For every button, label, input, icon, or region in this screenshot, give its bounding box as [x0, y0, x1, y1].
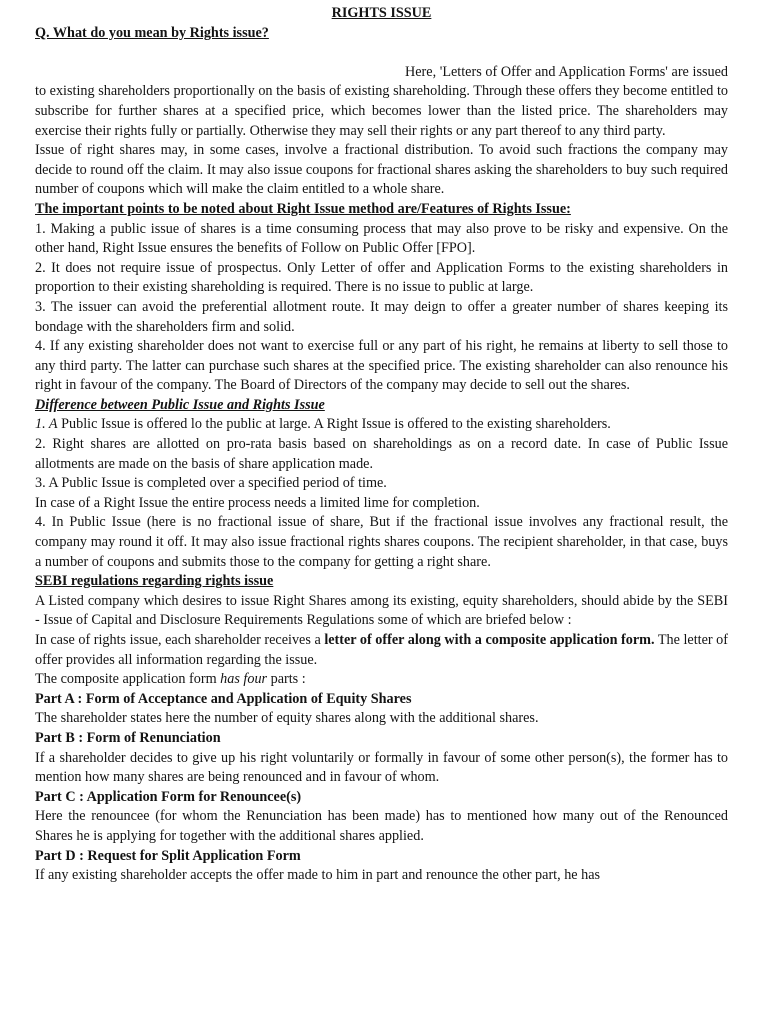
part-c-text: Here the renouncee (for whom the Renunciation has been made) has to mentioned how many out of the Renounced Shares he is applying for together with the additional shares applied.: [35, 808, 728, 844]
document-title: RIGHTS ISSUE: [331, 5, 432, 21]
part-d-title: Part D : Request for Split Application Form: [35, 847, 301, 864]
difference-heading: Difference between Public Issue and Rights Issue: [35, 396, 325, 413]
sebi-paragraph: [35, 670, 728, 690]
sebi-heading: SEBI regulations regarding rights issue: [35, 573, 274, 590]
fractional-paragraph: Issue of right shares may, in some cases, involve a fractional distribution. To avoid such fractions the company may decide to round off the claim. It may also issue coupons for fractional shares asking the shareholders to buy such required number of coupons which will make the claim entitled to a whole share.: [35, 142, 728, 198]
sebi-paragraph: A Listed company which desires to issue Right Shares among its existing, equity shareholders, should abide by the SEBI - Issue of Capital and Disclosure Requirements Regulations some of which are briefed below :: [35, 592, 728, 629]
feature-item: 4. If any existing shareholder does not want to exercise full or any part of his right, he remains at liberty to sell those to any third party. The latter can purchase such shares at the specified price. The existing shareholder can also renounce his right in favour of the company. The Board of Directors of the company may decide to sell out the shares.: [35, 338, 728, 394]
sebi-text: The composite application form: [35, 671, 221, 688]
question-heading: Q. What do you mean by Rights issue?: [35, 24, 269, 41]
feature-item: 2. It does not require issue of prospectus. Only Letter of offer and Application Forms to the existing shareholders in proportion to their existing shareholding is required. There is no issue to public at large.: [35, 259, 728, 296]
sebi-text: The letter of offer provides all information regarding the issue.: [35, 632, 728, 668]
part-b-text: If a shareholder decides to give up his right voluntarily or formally in favour of some other person(s), the former has to mention how many shares are being renounced and in favour of whom.: [35, 749, 728, 786]
difference-item: 4. In Public Issue (here is no fractional issue of share, But if the fractional issue involves any fractional result, the company may round it off. It may also issue fractional rights shares coupons. The recipient shareholder, in that case, buys a number of coupons and submits those to the company for getting a right share.: [35, 514, 728, 570]
feature-item: 1. Making a public issue of shares is a time consuming process that may also prove to be risky and expensive. On the other hand, Right Issue ensures the benefits of Follow on Public Offer [FPO].: [35, 220, 728, 257]
difference-item: 2. Right shares are allotted on pro-rata basis based on shareholdings as on a record date. In case of Public Issue allotments are made on the basis of share application made.: [35, 436, 728, 472]
sebi-text: parts :: [267, 671, 306, 688]
difference-item-text: Public Issue is offered lo the public at large. A Right Issue is offered to the existing shareholders.: [57, 416, 611, 433]
part-a-text: The shareholder states here the number of equity shares along with the additional shares.: [35, 710, 539, 727]
feature-item: 3. The issuer can avoid the preferential allotment route. It may deign to offer a greater number of shares keeping its bondage with the shareholders firm and solid.: [35, 298, 728, 335]
difference-item-number: 1. A: [35, 416, 58, 433]
part-d-text: If any existing shareholder accepts the offer made to him in part and renounce the other part, he has: [35, 867, 601, 884]
sebi-italic-text: has four: [220, 671, 268, 688]
difference-item: 3. A Public Issue is completed over a specified period of time.: [35, 475, 387, 492]
part-c-title: Part C : Application Form for Renouncee(s): [35, 788, 302, 805]
sebi-text: In case of rights issue, each shareholder receives a: [35, 632, 325, 648]
sebi-paragraph: [35, 631, 728, 670]
part-a-title: Part A : Form of Acceptance and Application of Equity Shares: [35, 690, 412, 707]
intro-paragraph: Here, 'Letters of Offer and Application Forms' are issued to existing shareholders proportionally on the basis of existing shareholding. Through these offers they become entitled to subscribe for further shares at a specified price, which becomes lower than the listed price. The shareholders may exercise their rights fully or partially. Otherwise they may sell their rights or any part thereof to any third party.: [35, 63, 728, 139]
difference-item: [35, 415, 728, 435]
part-b-title: Part B : Form of Renunciation: [35, 729, 221, 746]
features-heading: The important points to be noted about Right Issue method are/Features of Rights Issue:: [35, 200, 571, 217]
difference-item: In case of a Right Issue the entire process needs a limited lime for completion.: [35, 494, 480, 511]
sebi-bold-text: letter of offer along with a composite application form.: [324, 632, 655, 648]
